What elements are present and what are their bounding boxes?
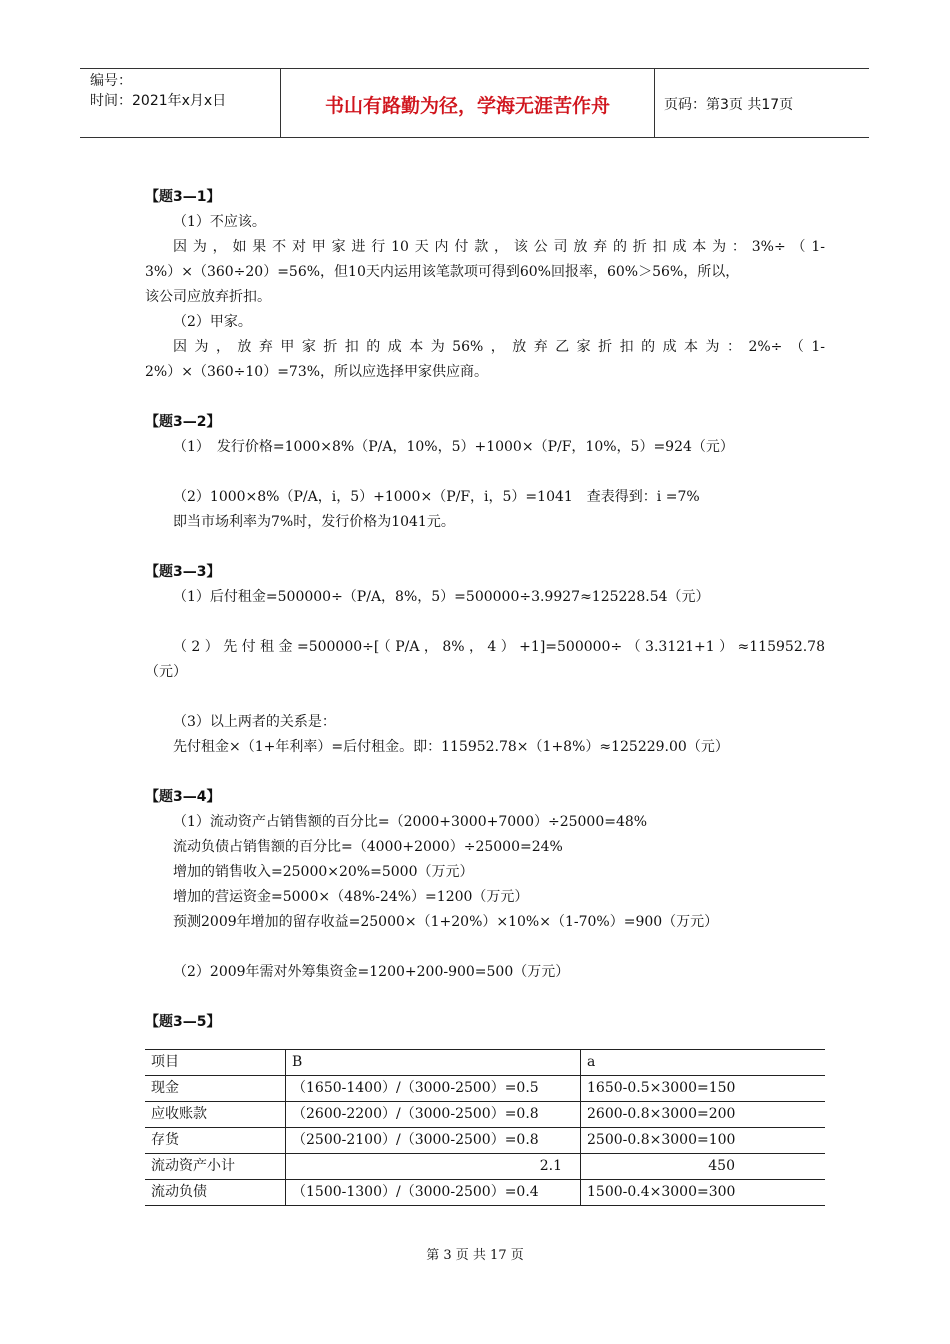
table-cell: （2500-2100）/（3000-2500）=0.8	[286, 1128, 581, 1154]
q4-title: 【题3—4】	[145, 789, 221, 805]
table-row	[145, 1154, 825, 1180]
q5-table	[145, 1049, 825, 1206]
q4-line: 流动负债占销售额的百分比=（4000+2000）÷25000=24%	[173, 839, 563, 855]
q2-title: 【题3—2】	[145, 414, 221, 430]
table-cell: 存货	[145, 1128, 286, 1154]
table-cell: （2600-2200）/（3000-2500）=0.8	[286, 1102, 581, 1128]
q1-title: 【题3—1】	[145, 189, 221, 205]
table-cell: 450	[581, 1154, 826, 1180]
page-footer: 第 3 页 共 17 页	[426, 1248, 524, 1263]
q3-line: （3）以上两者的关系是：	[173, 714, 336, 730]
table-row	[145, 1102, 825, 1128]
table-row	[145, 1180, 825, 1206]
q3-title: 【题3—3】	[145, 564, 221, 580]
table-header-cell: B	[286, 1050, 581, 1076]
q1-line: 因为，如果不对甲家进行10天内付款，该公司放弃的折扣成本为：3%÷（1-	[173, 239, 825, 255]
table-row	[145, 1076, 825, 1102]
q2-line: （2）1000×8%（P/A，i，5）+1000×（P/F，i，5）=1041 查表得到：i =7%	[173, 489, 700, 505]
q4-line: 增加的销售收入=25000×20%=5000（万元）	[173, 864, 474, 880]
table-cell: 2500-0.8×3000=100	[581, 1128, 826, 1154]
q3-line: （1）后付租金=500000÷（P/A，8%，5）=500000÷3.9927≈125228.54（元）	[173, 589, 710, 605]
q1-line: （1）不应该。	[173, 214, 266, 230]
header-divider	[654, 69, 655, 137]
table-header-cell: a	[581, 1050, 826, 1076]
document-body	[145, 185, 825, 1206]
q4-line: （2）2009年需对外筹集资金=1200+200-900=500（万元）	[173, 964, 570, 980]
table-cell: 2600-0.8×3000=200	[581, 1102, 826, 1128]
table-cell: 应收账款	[145, 1102, 286, 1128]
q4-line: 增加的营运资金=5000×（48%-24%）=1200（万元）	[173, 889, 529, 905]
q1-line: 该公司应放弃折扣。	[145, 289, 271, 305]
table-cell: （1500-1300）/（3000-2500）=0.4	[286, 1180, 581, 1206]
q1-line: （2）甲家。	[173, 314, 252, 330]
header-motto: 书山有路勤为径，学海无涯苦作舟	[324, 95, 610, 117]
table-cell: 流动资产小计	[145, 1154, 286, 1180]
header-meta	[90, 71, 226, 111]
header-time: 时间：2021年x月x日	[90, 93, 227, 109]
table-cell: 2.1	[286, 1154, 581, 1180]
q2-line: 即当市场利率为7%时，发行价格为1041元。	[173, 514, 455, 530]
q4-line: （1）流动资产占销售额的百分比=（2000+3000+7000）÷25000=48%	[173, 814, 648, 830]
q3-line: 先付租金×（1+年利率）=后付租金。即：115952.78×（1+8%）≈125229.00（元）	[173, 739, 729, 755]
table-cell: 1500-0.4×3000=300	[581, 1180, 826, 1206]
table-header-cell: 项目	[145, 1050, 286, 1076]
table-header-row	[145, 1050, 825, 1076]
q5-title: 【题3—5】	[145, 1014, 221, 1030]
header-page-number: 页码：第3页 共17页	[664, 97, 794, 113]
q3-line: （2）先付租金=500000÷[（P/A，8%，4）+1]=500000÷（3.3121+1）≈115952.78	[173, 639, 825, 655]
table-row	[145, 1128, 825, 1154]
q4-line: 预测2009年增加的留存收益=25000×（1+20%）×10%×（1-70%）=900（万元）	[173, 914, 719, 930]
q1-line: 3%）×（360÷20）=56%，但10天内运用该笔款项可得到60%回报率，60%＞56%，所以，	[145, 264, 740, 280]
q1-line: 因为，放弃甲家折扣的成本为56%，放弃乙家折扣的成本为：2%÷（1-	[173, 339, 825, 355]
table-cell: 流动负债	[145, 1180, 286, 1206]
q2-line: （1） 发行价格=1000×8%（P/A，10%，5）+1000×（P/F，10%，5）=924（元）	[173, 439, 734, 455]
table-cell: 现金	[145, 1076, 286, 1102]
page-header	[80, 68, 869, 138]
q3-line: （元）	[145, 664, 187, 680]
table-cell: 1650-0.5×3000=150	[581, 1076, 826, 1102]
q1-line: 2%）×（360÷10）=73%，所以应选择甲家供应商。	[145, 364, 489, 380]
header-number: 编号：	[90, 73, 132, 89]
table-cell: （1650-1400）/（3000-2500）=0.5	[286, 1076, 581, 1102]
